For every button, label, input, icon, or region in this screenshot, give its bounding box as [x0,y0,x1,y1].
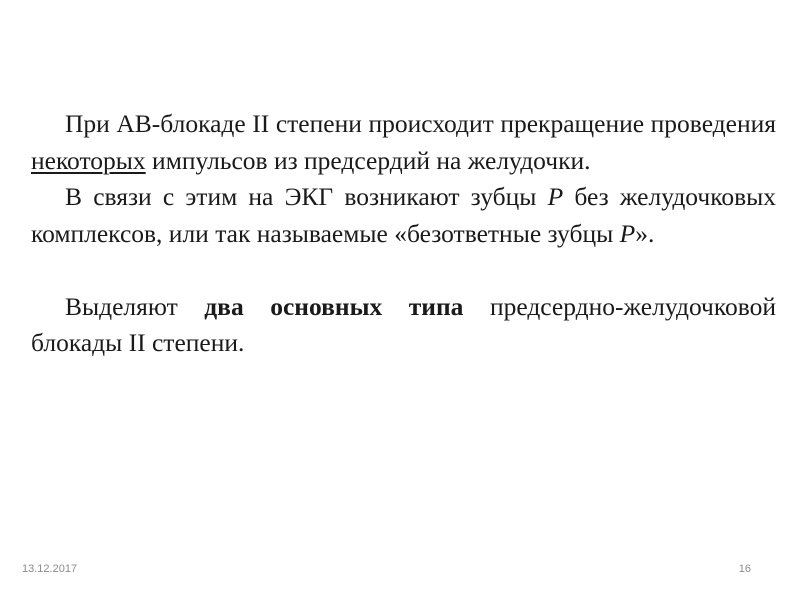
italic-p-wave-letter: Р [619,218,636,248]
paragraph-av-block-definition [31,106,776,179]
slide-body-text [31,106,776,362]
paragraph-text: ». [635,218,655,248]
paragraph-text: без желудочковых комплексов, или так называемые «безответные зубцы [31,182,776,248]
footer-date: 13.12.2017 [22,563,78,575]
paragraph-ecg-p-waves [31,179,776,252]
paragraph-text: предсердно-желудочковой блокады II степени. [31,291,776,357]
paragraph-text: импульсов из предсердий на желудочки. [145,145,591,175]
footer-page-number: 16 [738,563,751,575]
paragraph-text: При АВ-блокаде II степени происходит прекращение проведения [65,109,776,138]
underlined-word: некоторых [31,145,146,175]
bold-phrase: два основных типа [204,291,464,321]
italic-p-wave-letter: Р [547,182,564,211]
paragraph-block-types [31,289,776,362]
paragraph-spacer [31,252,776,289]
paragraph-text: В связи с этим на ЭКГ возникают зубцы [65,182,548,211]
paragraph-text: Выделяют [65,291,205,321]
